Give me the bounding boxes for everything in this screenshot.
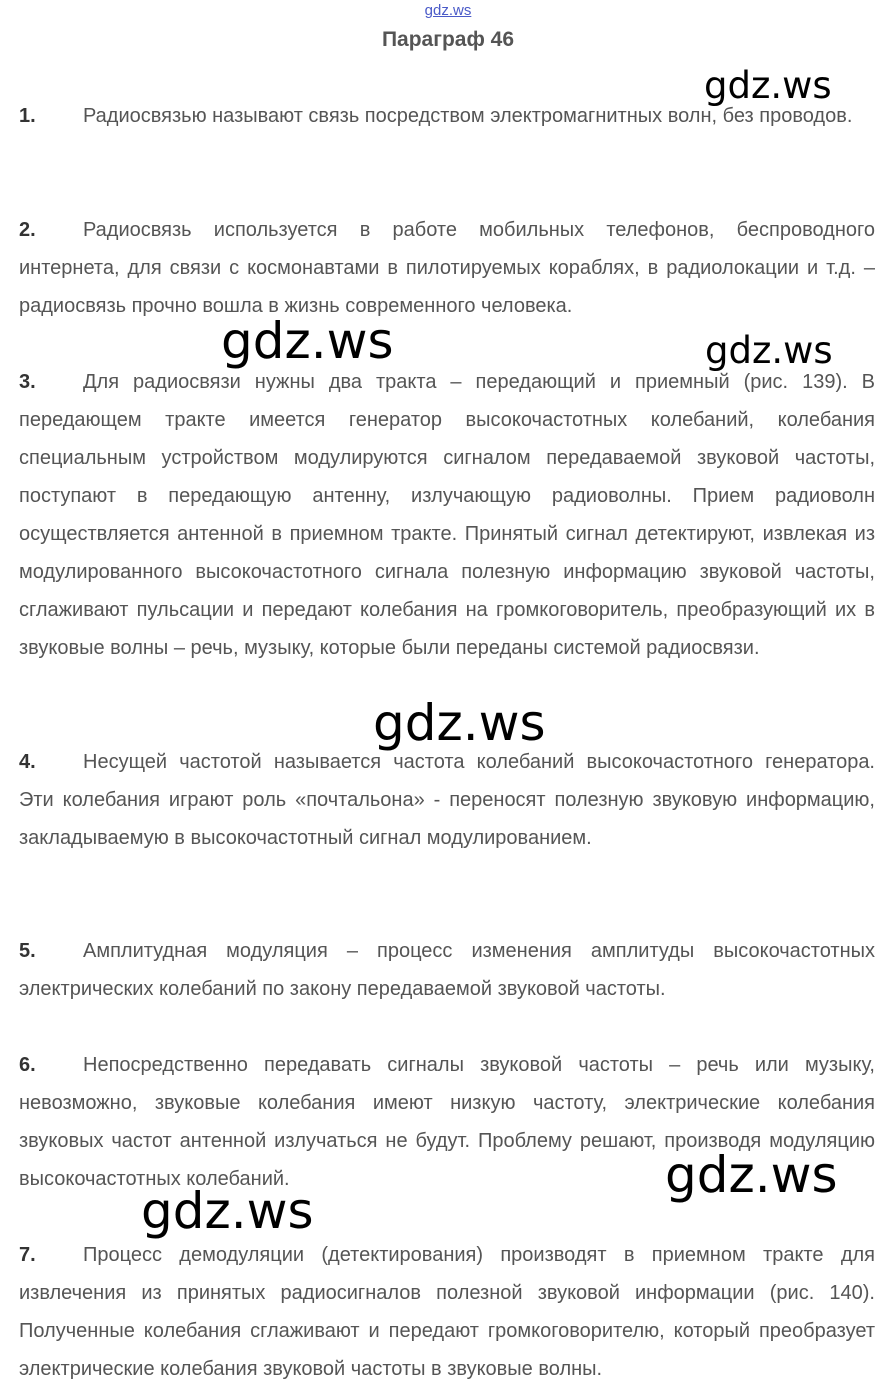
watermark: gdz.ws bbox=[373, 694, 546, 752]
paragraph-number: 5. bbox=[19, 940, 36, 962]
paragraph-text: Амплитудная модуляция – процесс изменения амплитуды высокочастотных электрических колебаний по закону передаваемой звуковой частоты. bbox=[19, 940, 875, 1000]
paragraph-number: 1. bbox=[19, 105, 36, 127]
paragraph-text: Процесс демодуляции (детектирования) производят в приемном тракте для извлечения из принятых радиосигналов полезной звуковой информации (рис. 140). Полученные колебания сглаживают и передают громкоговорителю, который преобразует электрические колебания звуковой частоты в звуковые волны. bbox=[19, 1244, 875, 1380]
paragraph-5 bbox=[19, 932, 875, 1008]
paragraph-number: 7. bbox=[19, 1244, 36, 1266]
paragraph-number: 3. bbox=[19, 371, 36, 393]
watermark: gdz.ws bbox=[704, 64, 832, 107]
paragraph-3 bbox=[19, 363, 875, 667]
paragraph-number: 2. bbox=[19, 219, 36, 241]
paragraph-2 bbox=[19, 211, 875, 325]
paragraph-number: 6. bbox=[19, 1054, 36, 1076]
paragraph-7 bbox=[19, 1236, 875, 1388]
watermark: gdz.ws bbox=[665, 1146, 838, 1204]
paragraph-text: Радиосвязь используется в работе мобильных телефонов, беспроводного интернета, для связи с космонавтами в пилотируемых кораблях, в радиолокации и т.д. – радиосвязь прочно вошла в жизнь современного человека. bbox=[19, 219, 875, 317]
paragraph-text: Радиосвязью называют связь посредством электромагнитных волн, без проводов. bbox=[83, 105, 853, 127]
watermark: gdz.ws bbox=[221, 312, 394, 370]
page-title: Параграф 46 bbox=[381, 28, 515, 51]
paragraph-text: Непосредственно передавать сигналы звуковой частоты – речь или музыку, невозможно, звуковые колебания имеют низкую частоту, электрические колебания звуковых частот антенной излучаться не будут. Проблему решают, производя модуляцию высокочастотных колебаний. bbox=[19, 1054, 875, 1190]
watermark: gdz.ws bbox=[705, 329, 833, 372]
top-watermark-link[interactable]: gdz.ws bbox=[424, 2, 472, 19]
paragraph-text: Для радиосвязи нужны два тракта – передающий и приемный (рис. 139). В передающем тракте имеется генератор высокочастотных колебаний, колебания специальным устройством модулируются сигналом передаваемой звуковой частоты, поступают в передающую антенну, излучающую радиоволны. Прием радиоволн осуществляется антенной в приемном тракте. Принятый сигнал детектируют, извлекая из модулированного высокочастотного сигнала полезную информацию звуковой частоты, сглаживают пульсации и передают колебания на громкоговоритель, преобразующий их в звуковые волны – речь, музыку, которые были переданы системой радиосвязи. bbox=[19, 371, 875, 659]
paragraph-text: Несущей частотой называется частота колебаний высокочастотного генератора. Эти колебания играют роль «почтальона» - переносят полезную звуковую информацию, закладываемую в высокочастотный сигнал модулированием. bbox=[19, 751, 875, 849]
watermark: gdz.ws bbox=[141, 1182, 314, 1240]
paragraph-number: 4. bbox=[19, 751, 36, 773]
paragraph-4 bbox=[19, 743, 875, 857]
